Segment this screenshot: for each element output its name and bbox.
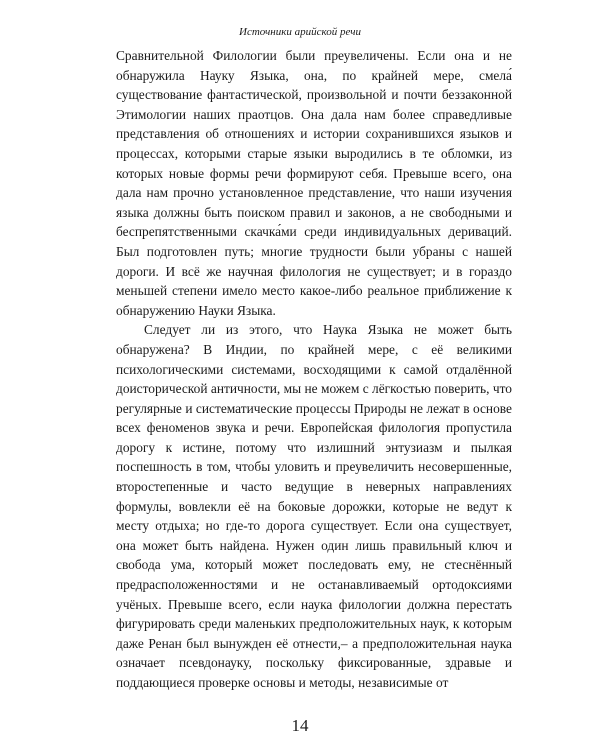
paragraph: Следует ли из этого, что Наука Языка не может быть обнаружена? В Индии, по крайней мере, с её великими психологическими системами, восходящими к самой отдалённой доисторической античности, мы не можем с лёгкостью поверить, что регулярные и систематические процессы Природы не лежат в основе всех феноменов звука и речи. Европейская филология пропустила дорогу к истине, потому что излишний энтузиазм и пылкая поспешность в том, чтобы уловить и преувеличить несовершенные, второстепенные и часто ведущие в неверных направлениях формулы, вовлекли её на боковые дорожки, которые не ведут к месту отдыха; но где-то дорога существует. Если она существует, она может быть найдена. Нужен один лишь правильный ключ и свобода ума, который может последовать ему, не стеснённый предрасположенностями и не останавливаемый ортодоксиями учёных. Превыше всего, если наука филологии должна перестать фигурировать среди маленьких предположительных наук, к которым даже Ренан был вынужден её отнести,– а предположительная наука означает псевдонауку, поскольку фиксированные, здравые и поддающиеся проверке основы и методы, независимые от (116, 322, 512, 690)
body-text (116, 46, 512, 693)
paragraph: Сравнительной Филологии были преувеличены. Если она и не обнаружила Науку Языка, она, по крайней мере, смела́ существование фантастической, произвольной и почти беззаконной Этимологии наших праотцов. Она дала нам более справедливые представления об отношениях и истории сохранившихся языков и процессах, которыми старые языки выродились в те обломки, из которых новые формы речи формируют себя. Превыше всего, она дала нам прочно установленное представление, что наши изучения языка должны быть поиском правил и законов, а не свободными и беспрепятственными скачка́ми среди индивидуальных дериваций. Был подготовлен путь; многие трудности были убраны с нашей дороги. И всё же научная филология не существует; и в гораздо меньшей степени имело место какое-либо реальное приближение к обнаружению Науки Языка. (116, 48, 512, 318)
page-number: 14 (291, 716, 309, 735)
running-head: Источники арийской речи (239, 26, 361, 38)
